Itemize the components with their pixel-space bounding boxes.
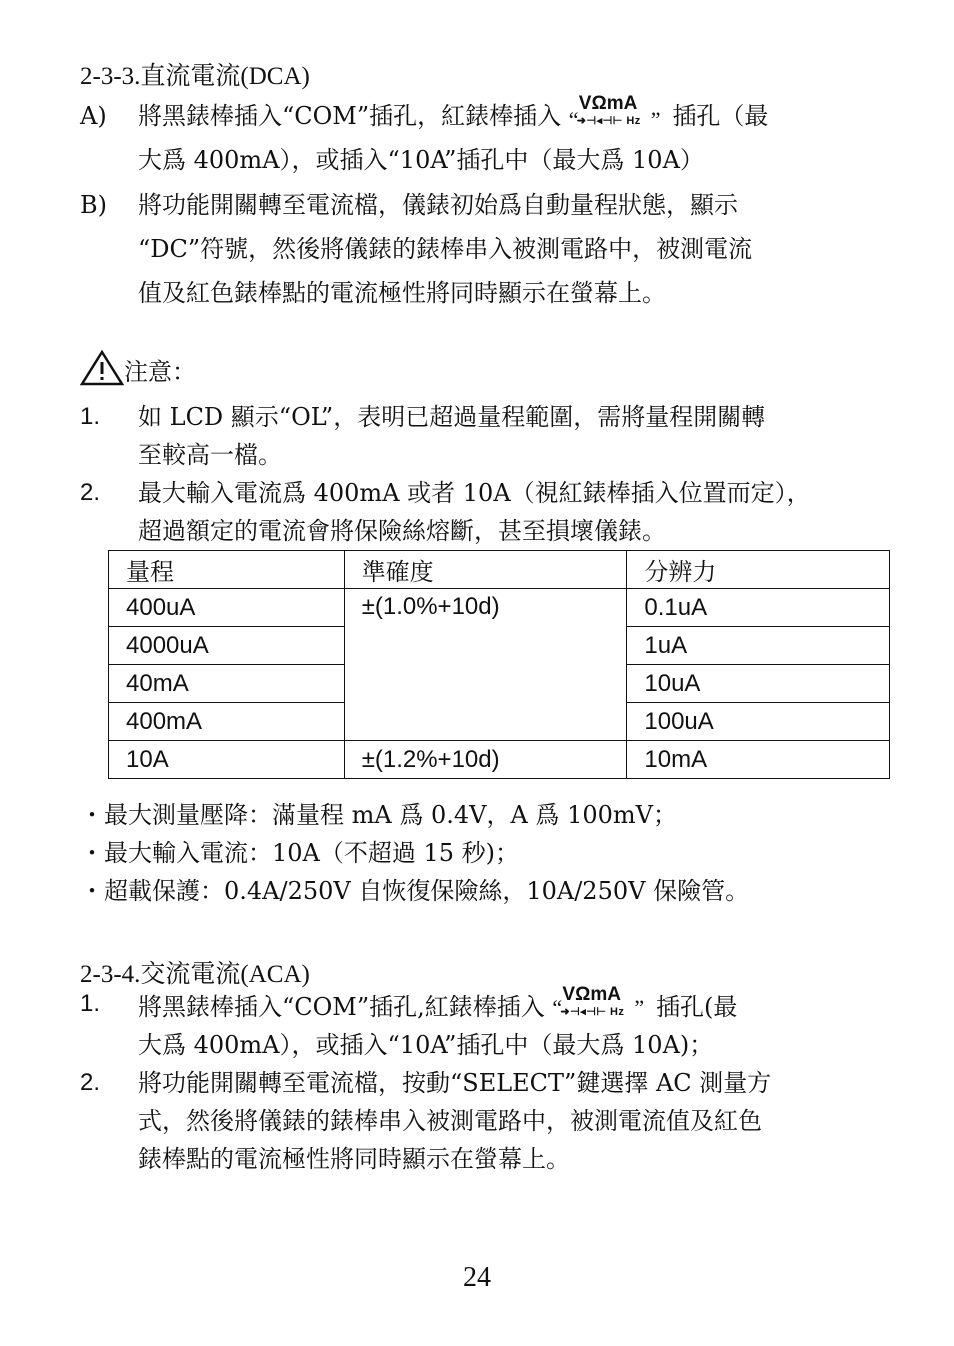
step-text: 插孔(最: [656, 993, 738, 1021]
step-marker: B): [80, 191, 107, 219]
step-text: 值及紅色錶棒點的電流極性將同時顯示在螢幕上。: [138, 279, 666, 307]
table-header-row: [109, 551, 890, 589]
notice-title: 注意：: [124, 358, 196, 386]
notice-item-1: [80, 398, 910, 474]
step-text: 將黑錶棒插入“COM”插孔,紅錶棒插入: [138, 993, 545, 1021]
notice-marker: 1.: [80, 403, 101, 430]
notice-text: 超過額定的電流會將保險絲熔斷，甚至損壞儀錶。: [138, 517, 666, 545]
accuracy-cell: ±(1.0%+10d): [344, 589, 627, 741]
step-text: “DC”符號，然後將儀錶的錶棒串入被測電路中，被測電流: [138, 235, 753, 263]
header-range: 量程: [109, 551, 345, 589]
notice-item-2: [80, 474, 910, 550]
table-row: [109, 741, 890, 779]
step-marker: A): [80, 102, 107, 130]
aca-step-1: [80, 985, 910, 1064]
dca-step-a: [80, 94, 910, 182]
accuracy-cell: ±(1.2%+10d): [344, 741, 627, 779]
step-text: 插孔（最: [672, 102, 769, 130]
section-heading-aca: 2-3-4.交流電流(ACA): [80, 961, 310, 988]
resolution-cell: 0.1uA: [627, 589, 890, 627]
step-text: 大爲 400mA），或插入“10A”插孔中（最大爲 10A)；: [138, 1031, 714, 1059]
spec-bullet: ・最大輸入電流：10A（不超過 15 秒)；: [80, 839, 520, 867]
warning-triangle-icon: [80, 350, 124, 386]
step-marker: 1.: [80, 990, 101, 1017]
table-row: [109, 589, 890, 627]
spec-bullet: ・超載保護：0.4A/250V 自恢復保險絲，10A/250V 保險管。: [80, 877, 750, 905]
step-text: 式，然後將儀錶的錶棒串入被測電路中，被測電流值及紅色: [138, 1107, 762, 1135]
jack-close-quote: ”: [634, 995, 645, 1020]
jack-label-bottom: ➜⊣◂⊣⊢ Hz: [576, 115, 641, 127]
step-text: 將功能開關轉至電流檔，按動“SELECT”鍵選擇 AC 測量方: [138, 1069, 772, 1097]
dca-spec-table: [108, 550, 890, 779]
section-heading-dca: 2-3-3.直流電流(DCA): [80, 63, 310, 90]
va-jack-symbol-icon: [569, 94, 665, 134]
dca-step-b: [80, 183, 910, 315]
jack-label-bottom: ➜⊣◂⊣⊢ Hz: [560, 1006, 625, 1018]
notice-text: 最大輸入電流爲 400mA 或者 10A（視紅錶棒插入位置而定），: [138, 479, 811, 507]
notice-text: 如 LCD 顯示“OL”，表明已超過量程範圍，需將量程開關轉: [138, 403, 766, 431]
range-cell: 40mA: [109, 665, 345, 703]
jack-close-quote: ”: [650, 107, 661, 132]
resolution-cell: 1uA: [627, 627, 890, 665]
range-cell: 400mA: [109, 703, 345, 741]
notice-marker: 2.: [80, 479, 101, 506]
resolution-cell: 10mA: [627, 741, 890, 779]
step-marker: 2.: [80, 1069, 101, 1096]
jack-label-top: VΩmA: [562, 984, 621, 1005]
range-cell: 400uA: [109, 589, 345, 627]
va-jack-symbol-icon: [552, 985, 648, 1025]
aca-step-2: [80, 1064, 910, 1178]
header-resolution: 分辨力: [627, 551, 890, 589]
header-accuracy: 準確度: [344, 551, 627, 589]
notice-text: 至較高一檔。: [138, 441, 282, 469]
step-text: 大爲 400mA），或插入“10A”插孔中（最大爲 10A）: [138, 146, 704, 174]
step-text: 將功能開關轉至電流檔，儀錶初始爲自動量程狀態，顯示: [138, 191, 738, 219]
step-text: 錶棒點的電流極性將同時顯示在螢幕上。: [138, 1145, 570, 1173]
jack-label-top: VΩmA: [578, 93, 638, 114]
notice-title-row: [80, 350, 196, 392]
jack-open-quote: “: [568, 107, 579, 132]
jack-open-quote: “: [552, 995, 563, 1020]
range-cell: 4000uA: [109, 627, 345, 665]
resolution-cell: 10uA: [627, 665, 890, 703]
range-cell: 10A: [109, 741, 345, 779]
step-text: 將黑錶棒插入“COM”插孔，紅錶棒插入: [138, 102, 562, 130]
resolution-cell: 100uA: [627, 703, 890, 741]
page-number: 24: [463, 1262, 491, 1293]
spec-bullet: ・最大測量壓降：滿量程 mA 爲 0.4V，A 爲 100mV；: [80, 801, 677, 829]
